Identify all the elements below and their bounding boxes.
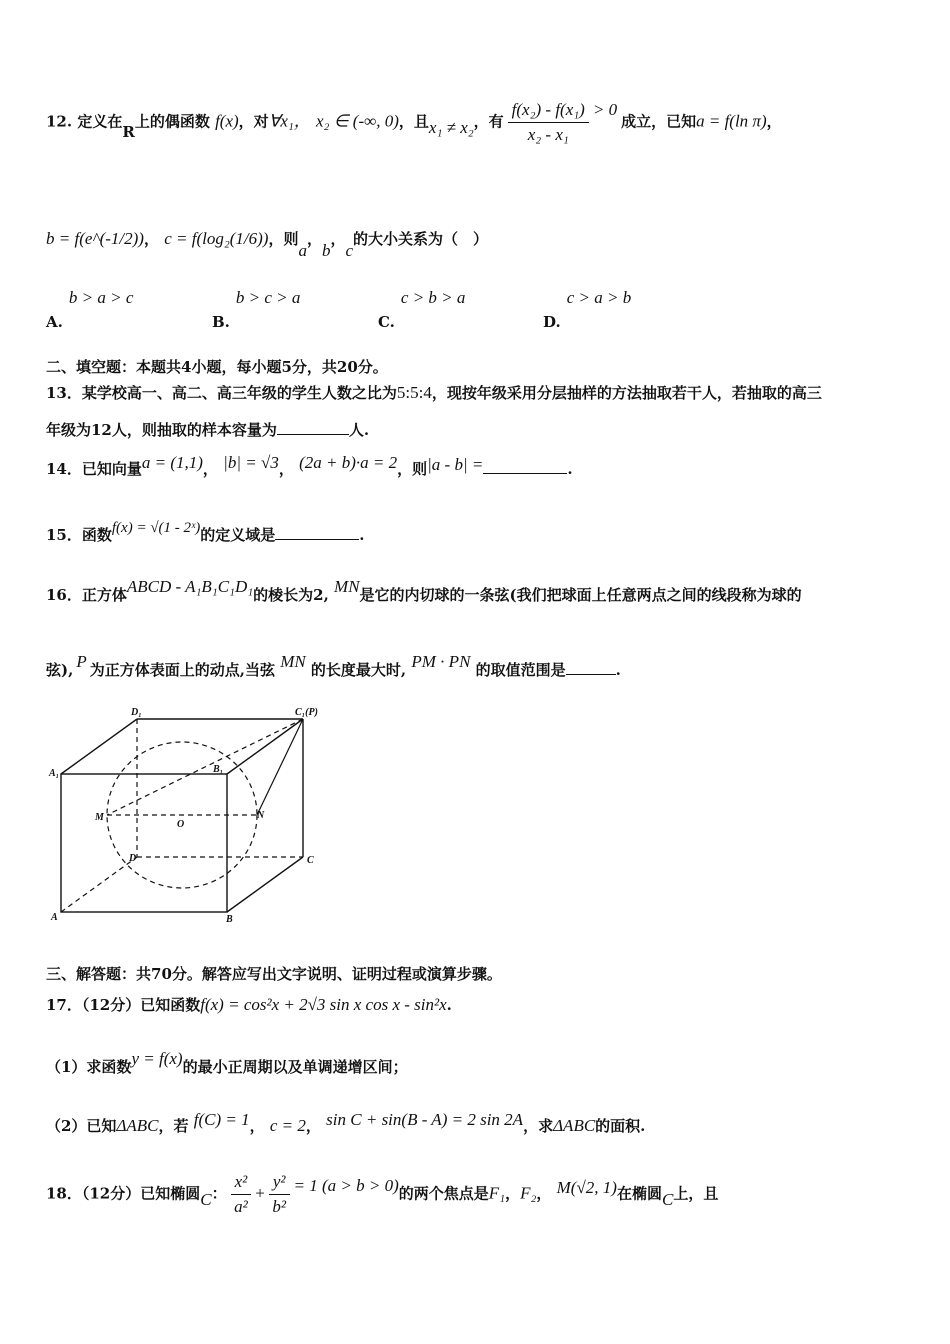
math-neq: x₁ ≠ x₂ (428, 117, 474, 137)
segment-c1-n (257, 719, 303, 815)
q13-line1: 13．某学校高一、高二、高三年级的学生人数之比为5:5:4，现按年级采用分层抽样的方法抽取若干人，若抽取的高三 (46, 383, 822, 402)
option-a[interactable]: A.b > a > c (46, 288, 134, 331)
label-c: C (307, 855, 314, 866)
math-ratio: 5:5:4 (396, 383, 432, 402)
answer-blank[interactable] (275, 539, 359, 540)
edge-a1-d1 (61, 719, 137, 774)
label-c1p: C₁(P) (295, 707, 318, 718)
segment-c1-m (107, 719, 303, 815)
edge-b-c (227, 857, 303, 912)
label-b1: B₁ (213, 764, 224, 775)
q16-line2: 弦), P 为正方体表面上的动点,当弦 MN 的长度最大时, PM · PN 的取值范围是 . (46, 652, 621, 679)
math-dot-product: PM · PN (411, 652, 471, 671)
label-a: A (51, 912, 58, 923)
label-n: N (257, 810, 265, 821)
option-b[interactable]: B.b > c > a (212, 288, 301, 331)
math-domain: x₂ ∈ (-∞, 0) (316, 111, 399, 131)
math-b-def: b = f(e^(-1/2)) (46, 229, 144, 248)
math-mn: MN (334, 577, 360, 596)
cube-sphere-figure (45, 700, 335, 930)
edge-b1-c1 (227, 719, 303, 774)
math-cube: ABCD - A₁B₁C₁D₁ (126, 577, 254, 596)
math-fc: f(C) = 1 (193, 1110, 250, 1129)
q17-part2: （2）已知ΔABC，若 f(C) = 1， c = 2， sin C + sin(B - A) = 2 sin 2A，求ΔABC的面积. (46, 1110, 646, 1135)
math-gt0: > 0 (592, 99, 618, 119)
edge-a-d-hidden (61, 857, 137, 912)
q14-line: 14．已知向量a = (1,1)， |b| = √3， (2a + b)·a = 2，则|a - b| = . (46, 453, 573, 478)
q17-part1: （1）求函数y = f(x)的最小正周期以及单调递增区间； (46, 1049, 408, 1076)
math-fx-sqrt: f(x) = √(1 - 2ˣ) (111, 520, 201, 536)
q15-line: 15．函数f(x) = √(1 - 2ˣ)的定义域是 . (46, 520, 365, 544)
math-norm-b: |b| = √3 (223, 453, 279, 472)
reals-symbol: R (122, 122, 135, 141)
math-x2-over-a2: $\frac{\text{x²}}{\text{a²}}$ (231, 1172, 252, 1217)
section-heading-fill-in: 二、填空题：本题共4小题，每小题5分，共20分。 (46, 358, 388, 376)
cube-front-face (61, 774, 227, 912)
math-a-def: a = f(ln π) (696, 111, 767, 131)
label-d: D (129, 853, 137, 864)
math-y2-over-b2: $\frac{\text{y²}}{\text{b²}}$ (269, 1172, 290, 1217)
math-y-fx: y = f(x) (131, 1049, 183, 1068)
question-number: 12. (46, 112, 73, 131)
math-p: P (76, 652, 87, 671)
math-dot-condition: (2a + b)·a = 2 (299, 453, 398, 472)
q18-line: 18．（12分）已知椭圆C： $\frac{\text{x²}}{\text{a²}}$ + $\frac{\text{y²}}{\text{b²}}$ = 1 (a > b > 0)的两个焦点是F₁，F₂， M(√2, 1)在椭圆C上，且 (46, 1172, 719, 1216)
label-o: O (177, 819, 185, 830)
math-sin-condition: sin C + sin(B - A) = 2 sin 2A (326, 1110, 524, 1129)
math-mn: MN (280, 652, 306, 671)
math-forall: ∀x₁， (268, 111, 311, 131)
math-vector-a: a = (1,1) (141, 453, 203, 472)
label-m: M (95, 812, 104, 823)
q12-line2: b = f(e^(-1/2))， c = f(log₂(1/6))，则a，b，c的大小关系为（ ） (46, 229, 489, 260)
answer-blank[interactable] (483, 473, 567, 474)
math-triangle: ΔABC (116, 1116, 159, 1135)
math-norm-a-minus-b: |a - b| = (427, 455, 484, 474)
section-heading-solutions: 三、解答题：共70分。解答应写出文字说明、证明过程或演算步骤。 (46, 965, 502, 983)
math-monotone-fraction: $\frac{\text{f(x₂) - f(x₁)}}{\text{x₂ - x₁}}$ (508, 100, 589, 145)
q16-line1: 16．正方体ABCD - A₁B₁C₁D₁的棱长为2, MN是它的内切球的一条弦(我们把球面上任意两点之间的线段称为球的 (46, 577, 802, 604)
q12-line1: 12. 定义在R上的偶函数 f(x)，对∀x₁， x₂ ∈ (-∞, 0)，且x₁ ≠ x₂，有 $\frac{\text{f(x₂) - f(x₁)}}{\text{x₂ - x₁}}$ > 0成立，已知a = f(ln π)， (46, 99, 782, 144)
answer-blank[interactable] (566, 674, 616, 675)
math-q17-function: f(x) = cos²x + 2√3 sin x cos x - sin²x (200, 995, 447, 1014)
math-ellipse-eq: = 1 (a > b > 0) (293, 1175, 399, 1195)
math-triangle: ΔABC (553, 1116, 596, 1135)
option-c[interactable]: C.c > b > a (378, 288, 466, 331)
label-a1: A₁ (49, 768, 60, 779)
label-b: B (226, 914, 233, 925)
q17-line: 17．（12分）已知函数f(x) = cos²x + 2√3 sin x cos x - sin²x. (46, 995, 452, 1014)
label-d1: D₁ (131, 707, 142, 718)
math-c-def: c = f(log₂(1/6)) (164, 229, 269, 248)
q13-line2: 年级为12人，则抽取的样本容量为 人. (46, 421, 370, 439)
option-d[interactable]: D.c > a > b (543, 288, 632, 331)
answer-blank[interactable] (277, 434, 349, 435)
math-fx: f(x) (215, 111, 239, 131)
math-point-m: M(√2, 1) (556, 1177, 617, 1197)
math-c-eq: c = 2 (269, 1116, 306, 1135)
